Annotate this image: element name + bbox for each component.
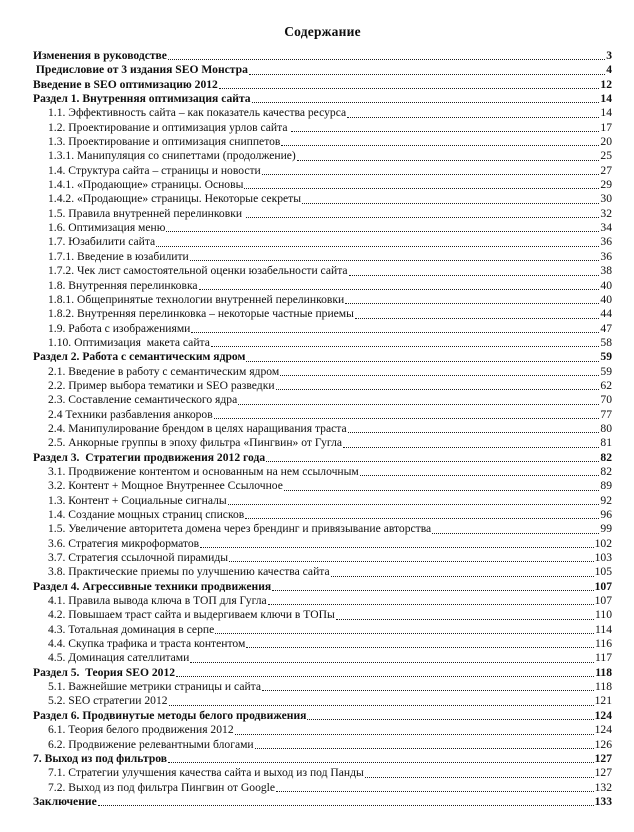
dot-leader [280,375,599,376]
toc-page-number: 62 [600,378,612,392]
dot-leader [169,705,594,706]
toc-entry-title: 4.1. Правила вывода ключа в ТОП для Гугла [48,594,267,608]
toc-page-number: 40 [600,292,612,306]
toc-page-number: 114 [595,622,612,636]
toc-entry [33,178,612,192]
toc-page-number: 32 [600,206,612,220]
toc-entry [33,436,612,450]
toc-entry [33,666,612,680]
toc-entry-title: 1.5. Увеличение авторитета домена через брендинг и привязывание авторства [48,522,432,536]
toc-page-number: 82 [600,464,612,478]
toc-entry [33,164,612,178]
toc-entry [33,451,612,465]
toc-entry [33,192,612,206]
dot-leader [360,475,600,476]
toc-page-number: 3 [606,49,612,62]
toc-entry-title: 6.2. Продвижение релевантными блогами [48,737,254,751]
toc-entry [33,106,612,120]
dot-leader [215,633,594,634]
toc-page-number: 107 [594,579,612,593]
toc-entry [33,637,612,651]
toc-page-number: 121 [594,694,612,708]
toc-entry-title: 1.5. Правила внутренней перелинковки [48,206,245,220]
toc-page-number: 70 [600,393,612,407]
dot-leader [336,619,594,620]
toc-entry [33,293,612,307]
toc-entry-title: 3.2. Контент + Мощное Внутреннее Ссылочное [48,479,283,493]
toc-page-number: 118 [595,665,612,679]
toc-entry-title: Изменения в руководстве [33,49,167,62]
toc-entry [33,494,612,508]
toc-entry [33,408,612,422]
toc-entry [33,365,612,379]
dot-leader [276,791,594,792]
toc-page-number: 102 [594,536,612,550]
dot-leader [252,102,600,103]
toc-entry [33,608,612,622]
toc-page-number: 127 [594,766,612,780]
toc-page-number: 132 [594,780,612,794]
toc-entry [33,522,612,536]
toc-page-number: 29 [600,178,612,192]
toc-entry [33,221,612,235]
toc-page-number: 20 [600,135,612,149]
dot-leader [345,303,599,304]
toc-entry [33,422,612,436]
toc-entry [33,508,612,522]
toc-entry [33,49,612,63]
toc-page-number: 14 [600,106,612,120]
toc-entry [33,766,612,780]
toc-page-number: 59 [600,350,612,364]
toc-entry-title: 6.1. Теория белого продвижения 2012 [48,723,234,737]
toc-entry [33,465,612,479]
toc-entry-title: 3.8. Практические приемы по улучшению качества сайта [48,565,330,579]
toc-entry-title: 1.4. Структура сайта – страницы и новости [48,163,261,177]
toc-entry [33,723,612,737]
toc-entry-title: 5.2. SEO стратегии 2012 [48,694,168,708]
toc-entry [33,307,612,321]
toc-entry-title: 1.2. Проектирование и оптимизация урлов сайта [48,120,291,134]
toc-page-number: 58 [600,335,612,349]
toc-page-number: 38 [600,264,612,278]
toc-entry-title: 1.7.1. Введение в юзабилити [48,249,189,263]
dot-leader [331,576,594,577]
toc-page-number: 117 [595,651,612,665]
toc-page-number: 25 [600,149,612,163]
dot-leader [343,447,599,448]
toc-entry-title: 1.1. Эффективность сайта – как показатель качества ресурса [48,106,347,120]
toc-entry-title: 1.6. Оптимизация меню [48,221,166,235]
dot-leader [168,762,594,763]
dot-leader [168,59,605,60]
toc-entry-title: Введение в SEO оптимизацию 2012 [33,77,218,91]
toc-entry [33,565,612,579]
dot-leader [199,289,600,290]
toc-page-number: 82 [600,450,612,464]
dot-leader [228,504,600,505]
dot-leader [276,389,600,390]
toc-page-number: 124 [594,708,612,722]
dot-leader [284,490,600,491]
toc-page-number: 30 [600,192,612,206]
toc-page-number: 116 [595,637,612,651]
dot-leader [255,748,594,749]
toc-page-number: 103 [594,551,612,565]
toc-entry-title: 4.5. Доминация сателлитами [48,651,190,665]
dot-leader [291,131,599,132]
dot-leader [176,676,594,677]
toc-entry-title: 7.2. Выход из под фильтра Пингвин от Google [48,780,276,794]
toc-page-number: 47 [600,321,612,335]
dot-leader [211,346,600,347]
toc-page-number: 27 [600,163,612,177]
dot-leader [190,260,600,261]
toc-entry-title: 4.2. Повышаем траст сайта и выдергиваем ключи в ТОПы [48,608,335,622]
toc-entry [33,207,612,221]
toc-entry [33,121,612,135]
toc-entry-title: 1.3.1. Манипуляция со снипеттами (продолжение) [48,149,296,163]
toc-entry-title: Раздел 5. Теория SEO 2012 [33,665,176,679]
dot-leader [244,188,599,189]
toc-page-number: 127 [594,751,612,765]
toc-entry [33,694,612,708]
toc-entry [33,336,612,350]
dot-leader [246,647,594,648]
toc-entry-title: 1.7.2. Чек лист самостоятельной оценки юзабельности сайта [48,264,348,278]
toc-entry-title: 2.1. Введение в работу с семантическим ядром [48,364,280,378]
toc-entry-title: 1.3. Проектирование и оптимизация сниппетов [48,135,281,149]
dot-leader [365,777,594,778]
toc-page-number: 36 [600,235,612,249]
toc-entry-title: Раздел 4. Агрессивные техники продвижения [33,579,272,593]
toc-entry-title: 2.2. Пример выбора тематики и SEO разведки [48,378,275,392]
toc-page-number: 126 [594,737,612,751]
dot-leader [307,719,593,720]
dot-leader [229,561,594,562]
toc-page-number: 4 [606,63,612,77]
toc-page-number: 34 [600,221,612,235]
toc-entry-title: 1.4.1. «Продающие» страницы. Основы [48,178,244,192]
toc-entry-title: 2.3. Составление семантического ядра [48,393,238,407]
dot-leader [266,461,599,462]
toc-page-number: 89 [600,479,612,493]
toc-entry-title: Раздел 6. Продвинутые методы белого продвижения [33,708,307,722]
toc-entry-title: 3.6. Стратегия микроформатов [48,536,200,550]
toc-entry [33,63,612,77]
dot-leader [262,690,594,691]
toc-entry [33,479,612,493]
toc-page-number: 124 [594,723,612,737]
toc-page-number: 118 [595,680,612,694]
toc-page-number: 110 [595,608,612,622]
toc-entry [33,623,612,637]
toc-page-number: 17 [600,120,612,134]
toc-entry [33,551,612,565]
dot-leader [214,418,600,419]
dot-leader [156,246,599,247]
dot-leader [98,805,594,806]
toc-entry [33,537,612,551]
toc-entry-title: Раздел 2. Работа с семантическим ядром [33,350,246,364]
toc-entry-title: Предисловие от 3 издания SEO Монстра [33,63,248,77]
toc-page-number: 99 [600,522,612,536]
dot-leader [349,275,600,276]
toc-entry-title: 3.7. Стратегия ссылочной пирамиды [48,551,229,565]
toc-page-number: 80 [600,421,612,435]
toc-page-number: 107 [594,594,612,608]
page-title: Содержание [284,24,361,39]
toc-entry [33,250,612,264]
dot-leader [246,217,599,218]
toc-entry-title: 1.9. Работа с изображениями [48,321,191,335]
toc-entry-title: Заключение [33,794,97,808]
toc-entry-title: 1.7. Юзабилити сайта [48,235,156,249]
toc-entry-title: Раздел 3. Стратегии продвижения 2012 года [33,450,266,464]
toc-entry-title: 2.4 Техники разбавления анкоров [48,407,213,421]
dot-leader [200,547,594,548]
toc-page-number: 133 [594,794,612,808]
dot-leader [268,604,594,605]
toc-entry-title: 1.8.2. Внутренняя перелинковка – некоторые частные приемы [48,307,354,321]
toc-entry [33,594,612,608]
toc-entry-title: 1.8. Внутренняя перелинковка [48,278,198,292]
toc-entry [33,680,612,694]
toc-entry [33,235,612,249]
toc-page-number: 14 [600,92,612,106]
toc-entry-title: 7. Выход из под фильтров [33,751,168,765]
toc-entry [33,92,612,106]
toc-entry-title: 1.4. Создание мощных страниц списков [48,508,245,521]
dot-leader [245,518,599,519]
toc-entry-title: 1.4.2. «Продающие» страницы. Некоторые секреты [48,192,302,206]
dot-leader [190,662,594,663]
toc-entry [33,279,612,293]
toc-entry-title: Раздел 1. Внутренняя оптимизация сайта [33,92,251,106]
dot-leader [246,361,599,362]
toc-entry-title: 5.1. Важнейшие метрики страницы и сайта [48,680,262,694]
toc-entry-title: 1.10. Оптимизация макета сайта [48,335,210,349]
dot-leader [166,231,599,232]
toc-entry [33,709,612,723]
dot-leader [249,74,605,75]
toc-entry-title: 7.1. Стратегии улучшения качества сайта и выход из под Панды [48,766,364,780]
dot-leader [238,404,599,405]
toc-page-number: 96 [600,508,612,521]
toc-entry [33,149,612,163]
toc-entry-title: 4.3. Тотальная доминация в серпе [48,622,215,636]
toc-entry [33,379,612,393]
toc-entry [33,393,612,407]
toc-entry [33,580,612,594]
dot-leader [262,174,600,175]
toc-page-number: 40 [600,278,612,292]
toc-page-number: 105 [594,565,612,579]
toc-page-number: 92 [600,493,612,507]
toc-entry-title: 3.1. Продвижение контентом и основанным на нем ссылочным [48,464,359,478]
dot-leader [219,88,600,89]
toc-entry [33,322,612,336]
toc-entry-title: 1.8.1. Общепринятые технологии внутренней перелинковки [48,292,345,306]
toc-page-number: 81 [600,436,612,450]
dot-leader [235,734,594,735]
dot-leader [347,117,599,118]
toc-entry-title: 1.3. Контент + Социальные сигналы [48,493,227,507]
toc-entry [33,78,612,92]
toc-page-number: 77 [600,407,612,421]
toc-page-number: 36 [600,249,612,263]
dot-leader [348,432,600,433]
dot-leader [191,332,599,333]
toc-entry-title: 4.4. Скупка трафика и траста контентом [48,637,246,651]
toc-entry [33,135,612,149]
toc-entry-title: 2.5. Анкорные группы в эпоху фильтра «Пингвин» от Гугла [48,436,343,450]
toc-entry [33,752,612,766]
toc-page-number: 12 [600,77,612,91]
toc-page-number: 59 [600,364,612,378]
toc-entry [33,350,612,364]
toc-entry [33,738,612,752]
dot-leader [281,145,599,146]
toc-entry [33,781,612,795]
toc-list [33,49,612,809]
toc-page-number: 44 [600,307,612,321]
toc-entry [33,264,612,278]
dot-leader [297,160,600,161]
toc-entry-title: 2.4. Манипулирование брендом в целях наращивания траста [48,421,347,435]
toc-entry [33,651,612,665]
dot-leader [302,203,599,204]
dot-leader [432,533,599,534]
dot-leader [272,590,593,591]
dot-leader [355,318,599,319]
toc-entry [33,795,612,809]
